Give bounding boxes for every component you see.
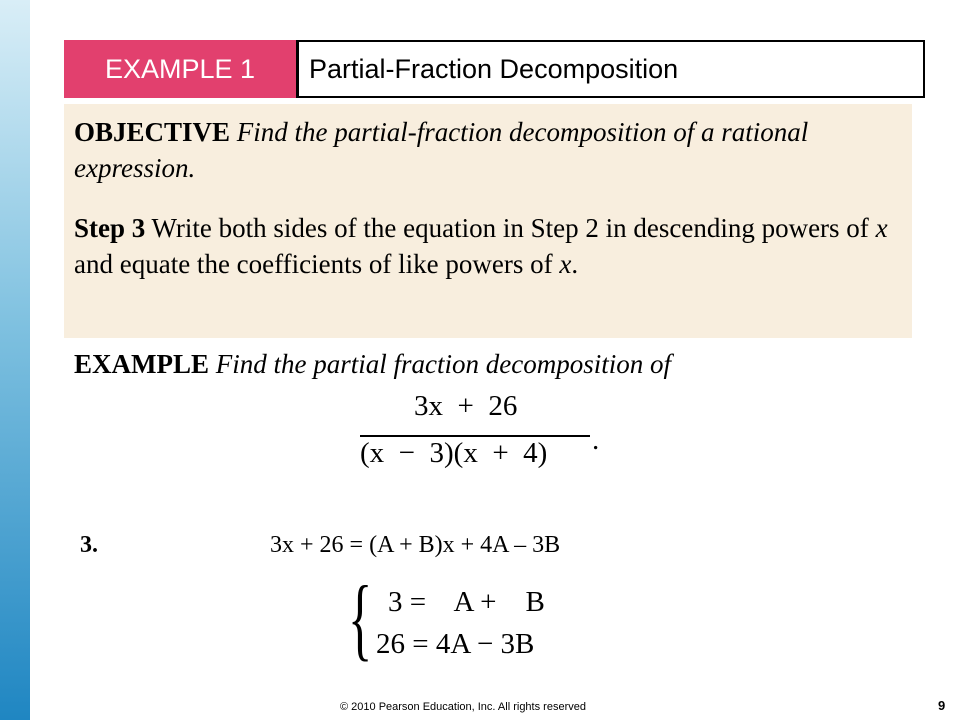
objective-paragraph (74, 114, 894, 186)
rational-expression (356, 390, 606, 480)
fraction-period: . (592, 424, 600, 456)
step-number: 3. (80, 532, 98, 558)
side-decoration-bar (0, 0, 30, 720)
system-row-2: 26 = 4A − 3B (376, 628, 535, 660)
step-text-part1: Write both sides of the equation in Step 2 in descending powers of (151, 213, 869, 243)
step-label: Step 3 (74, 213, 146, 243)
slide-title: Partial-Fraction Decomposition (309, 53, 679, 84)
system-row-1: 3 = A + B (388, 586, 545, 618)
objective-text: Find the partial-fraction decomposition of a rational expression. (74, 117, 809, 183)
example-keyword: EXAMPLE (74, 349, 209, 379)
objective-keyword: OBJECTIVE (74, 117, 231, 147)
step-text-end: . (571, 249, 579, 279)
example-text: Find the partial fraction decomposition of (215, 349, 671, 379)
fraction-numerator: 3x + 26 (414, 390, 518, 422)
equation-system (348, 567, 608, 672)
example-paragraph (74, 346, 894, 382)
copyright-footer: © 2010 Pearson Education, Inc. All rights reserved (340, 701, 586, 713)
step-var2: x (559, 249, 572, 279)
slide-title-box (296, 40, 925, 98)
fraction-denominator: (x − 3)(x + 4) (360, 437, 548, 469)
example-tab (64, 40, 296, 98)
step-var1: x (875, 213, 888, 243)
step-text-part2: and equate the coefficients of like powers of (74, 249, 553, 279)
step-paragraph (74, 210, 904, 282)
page-number: 9 (938, 698, 946, 713)
coefficient-equation: 3x + 26 = (A + B)x + 4A – 3B (270, 532, 561, 558)
left-brace-icon: { (348, 567, 373, 669)
example-tab-label: EXAMPLE 1 (104, 53, 256, 84)
